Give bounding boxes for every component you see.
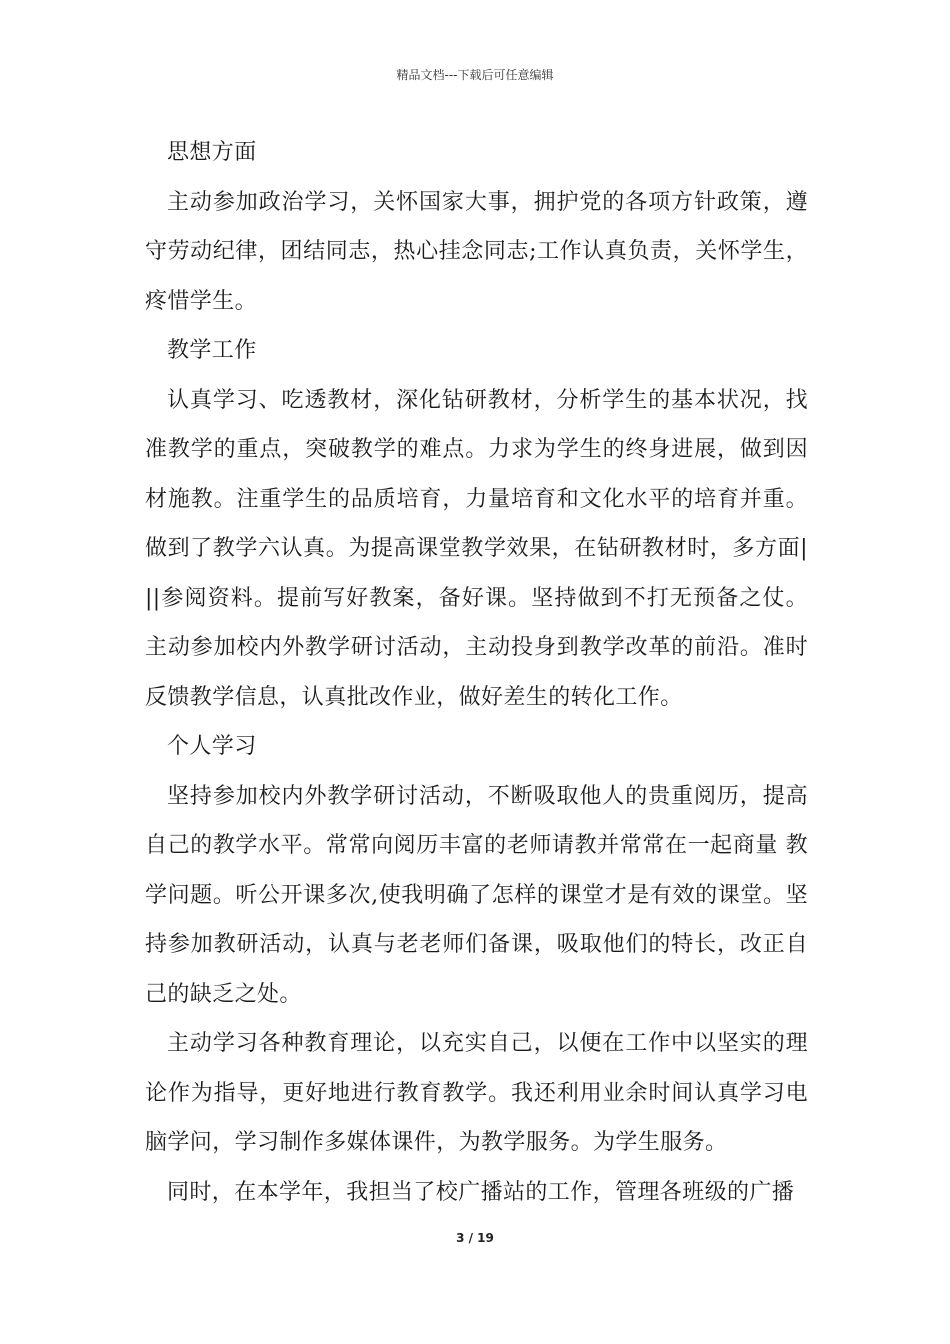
section-heading-personal-study: 个人学习 <box>167 734 257 759</box>
paragraph-personal-study: 坚持参加校内外教学研讨活动，不断吸取他人的贵重阅历，提高自己的教学水平。常常向阅历丰富的老师请教并常常在一起商量 教学问题。听公开课多次,使我明确了怎样的课堂才是有效的课堂。坚持参加教研活动，认真与老老师们备课，吸取他们的特长，改正自己的缺乏之处。 <box>145 783 808 1007</box>
paragraph-thought: 主动参加政治学习，关怀国家大事，拥护党的各项方针政策，遵守劳动纪律，团结同志，热心挂念同志;工作认真负责，关怀学生，疼惜学生。 <box>145 189 808 314</box>
section-heading-thought: 思想方面 <box>167 140 257 165</box>
page-header: 精品文档---下载后可任意编辑 <box>396 68 554 82</box>
section-heading-teaching: 教学工作 <box>167 338 257 363</box>
page-number: 3 / 19 <box>456 1231 494 1245</box>
paragraph-theory-study: 主动学习各种教育理论，以充实自己，以便在工作中以坚实的理论作为指导，更好地进行教育教学。我还利用业余时间认真学习电脑学问，学习制作多媒体课件，为教学服务。为学生服务。 <box>145 1031 808 1155</box>
paragraph-broadcast: 同时，在本学年，我担当了校广播站的工作，管理各班级的广播 <box>167 1179 795 1205</box>
document-body <box>145 128 808 1217</box>
paragraph-teaching: 认真学习、吃透教材，深化钻研教材，分析学生的基本状况，找准教学的重点，突破教学的难点。力求为学生的终身进展，做到因材施教。注重学生的品质培育，力量培育和文化水平的培育并重。做到了教学六认真。为提高课堂教学效果，在钻研教材时，多方面|||参阅资料。提前写好教案，备好课。坚持做到不打无预备之仗。主动参加校内外教学研讨活动，主动投身到教学改革的前沿。准时反馈教学信息，认真批改作业，做好差生的转化工作。 <box>145 387 808 710</box>
